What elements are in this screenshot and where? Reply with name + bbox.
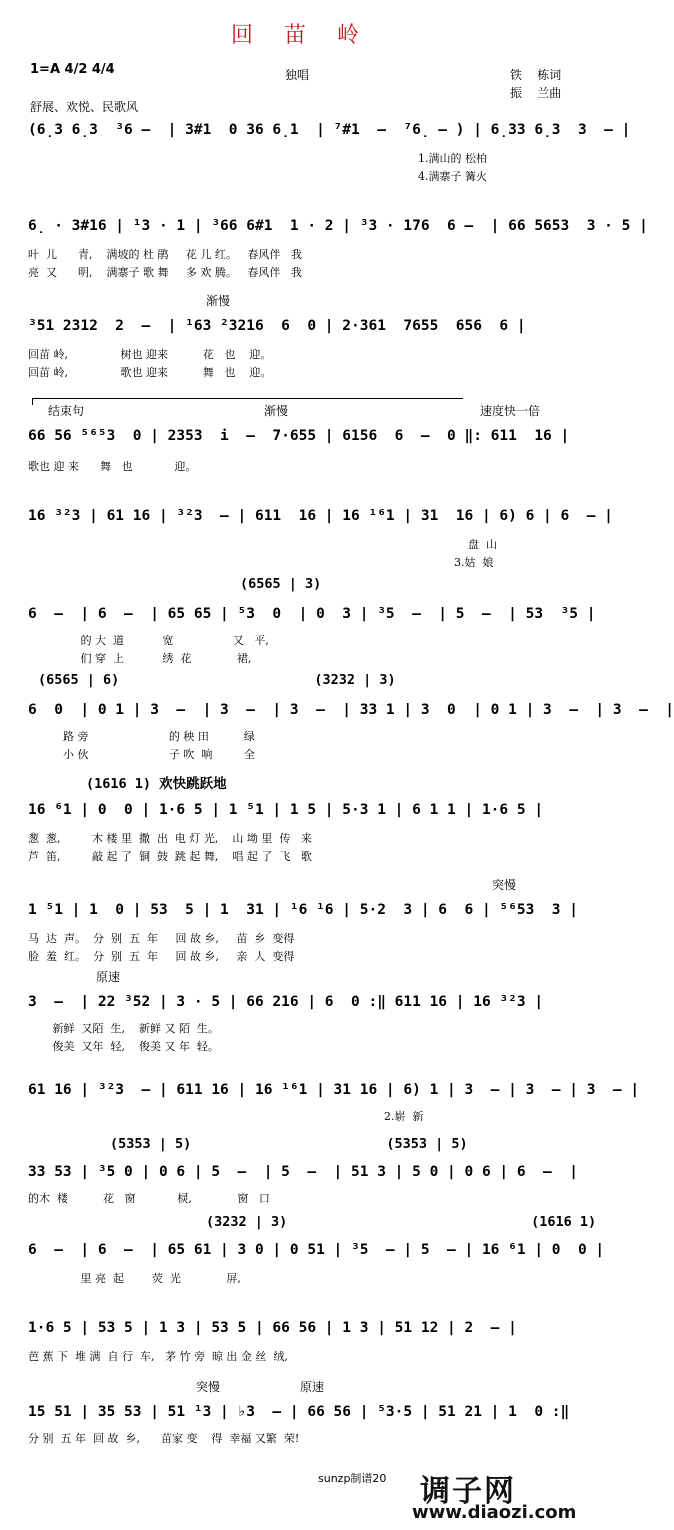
lyric-line: 们 穿 上 绣 花 裙, [28, 652, 252, 665]
lyric-line: 的木 楼 花 窗 棂, 窗 口 [28, 1192, 270, 1205]
verse-label: 1.满山的 松柏 [418, 152, 487, 165]
lyric-line: 俊美 又年 轻, 俊美 又 年 轻。 [28, 1040, 219, 1053]
accompaniment-line: (1616 1) 欢快跳跃地 [86, 776, 227, 792]
ending-label: 结束句 [48, 404, 85, 418]
notation-line: 15 51 | 35 53 | 51 ¹3 | ♭3 – | 66 56 | ⁵3·5 | 51 21 | 1 0 :‖ [28, 1404, 570, 1420]
lyric-line: 歌也 迎 来 舞 也 迎。 [28, 460, 197, 473]
notation-line: ³51 2312 2 – | ¹63 ²3216 6 0 | 2·361 7655 656 6 | [28, 318, 526, 334]
notation-line: 3 – | 22 ³52 | 3 · 5 | 66 216 | 6 0 :‖ 611 16 | 16 ³²3 | [28, 994, 544, 1010]
lyric-line: 亮 又 明, 满寨子 歌 舞 多 欢 腾。 春风伴 我 [28, 266, 302, 279]
lyric-line: 芦 笛, 敲 起 了 铜 鼓 跳 起 舞, 唱 起 了 飞 歌 [28, 850, 312, 863]
lyric-line: 回苗 岭, 歌也 迎来 舞 也 迎。 [28, 366, 272, 379]
notation-line: (6̣3 6̣3 ³6 – | 3#1 0 36 6̣1 | ⁷#1 – ⁷6̣ – ) | 6̣33 6̣3 3 – | [28, 122, 631, 138]
lyric-line: 的 大 道 宽 又 平, [28, 634, 269, 647]
lyric-line: 回苗 岭, 树也 迎来 花 也 迎。 [28, 348, 272, 361]
accompaniment-line: (6565 | 6) (3232 | 3) [38, 672, 396, 688]
tempo-marking: 原速 [96, 970, 121, 984]
notation-line: 16 ³²3 | 61 16 | ³²3 – | 611 16 | 16 ¹⁶1 | 31 16 | 6) 6 | 6 – | [28, 508, 613, 524]
tempo-marking: 突慢 [492, 878, 517, 892]
tempo-marking: 渐慢 [206, 294, 231, 308]
lyric-line: 芭 蕉 下 堆 满 自 行 车, 茅 竹 旁 晾 出 金 丝 绒, [28, 1350, 288, 1363]
lyric-line: 路 旁 的 秧 田 绿 [28, 730, 255, 743]
lyric-line: 叶 儿 青, 满坡的 杜 鹃 花 儿 红。 春风伴 我 [28, 248, 302, 261]
accompaniment-line: (6565 | 3) [240, 576, 322, 592]
site-watermark-url: www.diaozi.com [412, 1502, 577, 1523]
lyric-line: 分 别 五 年 回 故 乡, 苗家 变 得 幸福 又繁 荣! [28, 1432, 300, 1445]
notation-line: 1 ⁵1 | 1 0 | 53 5 | 1 31 | ¹6 ¹6 | 5·2 3 | 6 6 | ⁵⁶53 3 | [28, 902, 578, 918]
lyricist-credit: 铁 栋词 [510, 68, 562, 82]
notation-line: 6 – | 6 – | 65 61 | 3 0 | 0 51 | ³5 – | 5 – | 16 ⁶1 | 0 0 | [28, 1242, 605, 1258]
lyric-line: 马 达 声。 分 别 五 年 回 故 乡, 苗 乡 变得 [28, 932, 295, 945]
style-marking: 舒展、欢悦、民歌风 [30, 100, 139, 114]
verse-label: 4.满寨子 篝火 [418, 170, 487, 183]
tempo-marking: 原速 [300, 1380, 325, 1394]
notation-line: 6 – | 6 – | 65 65 | ⁵3 0 | 0 3 | ³5 – | 5 – | 53 ³5 | [28, 606, 596, 622]
lyric-line: 新鲜 又陌 生, 新鲜 又 陌 生。 [28, 1022, 219, 1035]
song-title: 回 苗 岭 [231, 23, 371, 48]
lyric-line: 脸 羞 红。 分 别 五 年 回 故 乡, 亲 人 变得 [28, 950, 295, 963]
notation-line: 66 56 ⁵⁶⁵3 0 | 2353 i – 7·655 | 6156 6 – 0 ‖: 611 16 | [28, 428, 570, 444]
transcriber-credit: sunzp制谱20 [318, 1472, 387, 1485]
accompaniment-line: (5353 | 5) (5353 | 5) [110, 1136, 468, 1152]
notation-line: 16 ⁶1 | 0 0 | 1·6 5 | 1 ⁵1 | 1 5 | 5·3 1 | 6 1 1 | 1·6 5 | [28, 802, 544, 818]
lyric-line: 里 亮 起 荧 光 屏, [28, 1272, 241, 1285]
verse-label: 2.崭 新 [384, 1110, 424, 1123]
tempo-marking: 渐慢 [264, 404, 289, 418]
notation-line: 33 53 | ³5 0 | 0 6 | 5 – | 5 – | 51 3 | 5 0 | 0 6 | 6 – | [28, 1164, 578, 1180]
ending-bracket [32, 398, 463, 405]
tempo-marking: 突慢 [196, 1380, 221, 1394]
lyric-line: 葱 葱, 木 楼 里 撒 出 电 灯 光, 山 坳 里 传 来 [28, 832, 312, 845]
tempo-marking: 速度快一倍 [480, 404, 541, 418]
accompaniment-line: (3232 | 3) (1616 1) [206, 1214, 597, 1230]
notation-line: 1·6 5 | 53 5 | 1 3 | 53 5 | 66 56 | 1 3 | 51 12 | 2 – | [28, 1320, 517, 1336]
verse-label: 盘 山 [468, 538, 497, 551]
key-signature: 1=A 4/2 4/4 [30, 62, 115, 77]
notation-line: 61 16 | ³²3 – | 611 16 | 16 ¹⁶1 | 31 16 | 6) 1 | 3 – | 3 – | 3 – | [28, 1082, 640, 1098]
verse-label: 3.姑 娘 [454, 556, 494, 569]
notation-line: 6̣ · 3#16 | ¹3 · 1 | ³66 6#1 1 · 2 | ³3 · 176 6 – | 66 5653 3 · 5 | [28, 218, 648, 234]
notation-line: 6 0 | 0 1 | 3 – | 3 – | 3 – | 33 1 | 3 0 | 0 1 | 3 – | 3 – | [28, 702, 674, 718]
lyric-line: 小 伙 子 吹 响 全 [28, 748, 255, 761]
site-watermark-logo: 调子网 [420, 1474, 516, 1509]
performance-type: 独唱 [285, 68, 310, 82]
composer-credit: 振 兰曲 [510, 86, 562, 100]
